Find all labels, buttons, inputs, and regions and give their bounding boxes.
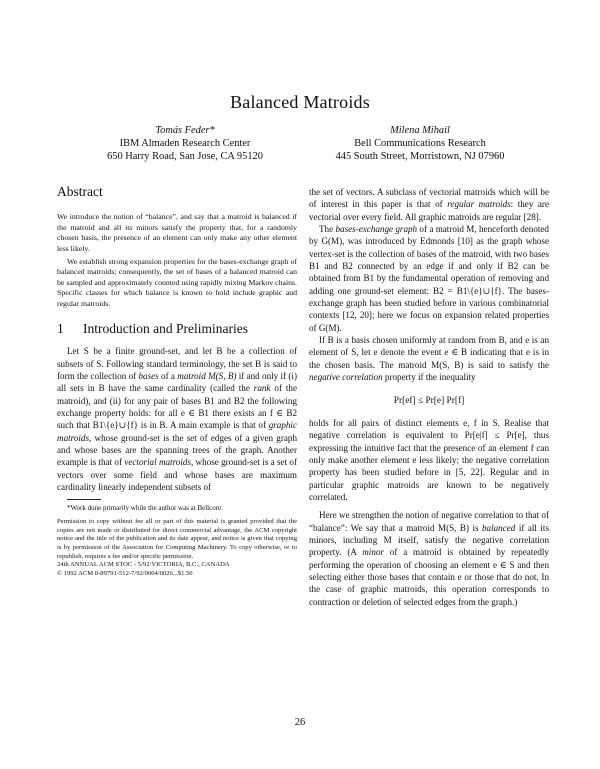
section-heading <box>57 323 297 335</box>
page-number: 26 <box>294 717 306 728</box>
abstract-paragraph-2: We establish strong expansion properties for the bases-exchange graph of balanced matroids; consequently, the set of bases of a balanced matroid can be sampled and approximately counted using rapidly mixing Markov chains. Specific classes for which balance is known to hold include graphic and regular matroids. <box>57 256 297 308</box>
author-2-address: 445 South Street, Morristown, NJ 07960 <box>335 151 505 162</box>
author-1 <box>60 124 310 163</box>
section-number: 1 <box>57 321 64 336</box>
right-column <box>309 186 549 608</box>
footnote: *Work done primarily while the author was at Bellcore. <box>67 504 223 513</box>
author-block <box>0 124 600 174</box>
right-paragraph-1: the set of vectors. A subclass of vectorial matroids which will be of interest in this paper is that of regular matroids: they are vectorial over every field. All graphic matroids are regular [28]. <box>309 187 549 222</box>
author-1-address: 650 Harry Road, San Jose, CA 95120 <box>107 151 263 162</box>
author-2-affiliation: Bell Communications Research <box>354 138 486 149</box>
left-column <box>57 186 297 578</box>
author-2-name: Milena Mihail <box>390 125 450 136</box>
section-title: Introduction and Preliminaries <box>83 321 248 336</box>
copyright-notice: Permission to copy without fee all or part of this material is granted provided that the copies are not made or distributed for direct commercial advantage, the ACM copyright notice and the title of the publication and its date appear, and notice is given that copying is by permission of the Association for Computing Machinery. To copy otherwise, or to republish, requires a fee and/or specific permission. <box>57 518 297 560</box>
inequality-formula: Pr[ef] ≤ Pr[e] Pr[f] <box>393 395 465 406</box>
author-2 <box>295 124 545 163</box>
venue-line-1: 24th ANNUAL ACM STOC - 5/92/VICTORIA, B.C., CANADA <box>57 561 230 569</box>
author-1-name: Tomás Feder* <box>155 125 215 136</box>
footnote-divider <box>67 499 101 500</box>
paper-title: Balanced Matroids <box>230 92 370 112</box>
venue-line-2: © 1992 ACM 0-89791-512-7/92/0004/0026...$1.50 <box>57 569 193 577</box>
right-paragraph-2: The bases-exchange graph of a matroid M, henceforth denoted by G(M), was introduced by Edmonds [10] as the graph whose vertex-set is the collection of bases of the matroid, with two bases B1 and B2 connected by an edge if and only if B2 can be obtained from B1 by the fundamental operation of removing and adding one ground-set element: B2 = B1\{e}∪{f}. The bases-exchange graph has been studied before in various combinatorial contexts [12, 20]; here we focus on expansion related properties of G(M). <box>309 224 549 333</box>
abstract-paragraph-1: We introduce the notion of “balance”, and say that a matroid is balanced if the matroid and all its minors satisfy the property that, for a randomly chosen basis, the presence of an element can only make any other element less likely. <box>57 212 297 253</box>
right-paragraph-5: Here we strengthen the notion of negative correlation to that of “balance”: We say that a matroid M(S, B) is balanced if all its minors, including M itself, satisfy the negative correlation property. (A minor of a matroid is obtained by repeatedly performing the operation of choosing an element e ∈ S and then selecting either those bases that contain e or those that do not. In the case of graphic matroids, this operation corresponds to contraction or deletion of selected edges from the graph.) <box>309 510 549 607</box>
right-paragraph-3: If B is a basis chosen uniformly at random from B, and e is an element of S, let e denote the event e ∈ B indicating that e is in the chosen basis. The matroid M(S, B) is said to satisfy the negative correlation property if the inequality <box>309 335 549 383</box>
right-paragraph-4: holds for all pairs of distinct elements e, f in S. Realise that negative correlation is equivalent to Pr[e|f] ≤ Pr[e], thus expressing the intuitive fact that the presence of an element f can only make another element e less likely; the negative correlation property has been studied before in [5, 22]. Regular and in particular graphic matroids are known to be negatively correlated. <box>309 417 549 502</box>
intro-paragraph: Let S be a finite ground-set, and let B be a collection of subsets of S. Following standard terminology, the set B is said to form the collection of bases of a matroid M(S, B) if and only if (i) all sets in B have the same cardinality (called the rank of the matroid), and (ii) for any pair of bases B1 and B2 the following exchange property holds: for all e ∈ B1 there exists an f ∈ B2 such that B1\{e}∪{f} is in B. A main example is that of graphic matroids, whose ground-set is the set of edges of a given graph and whose bases are the spanning trees of the graph. Another example is that of vectorial matroids, whose ground-set is a set of vectors over some field and whose bases are maximum cardinality linearly independent subsets of <box>57 346 297 493</box>
author-1-affiliation: IBM Almaden Research Center <box>119 138 251 149</box>
abstract-heading: Abstract <box>57 184 103 199</box>
